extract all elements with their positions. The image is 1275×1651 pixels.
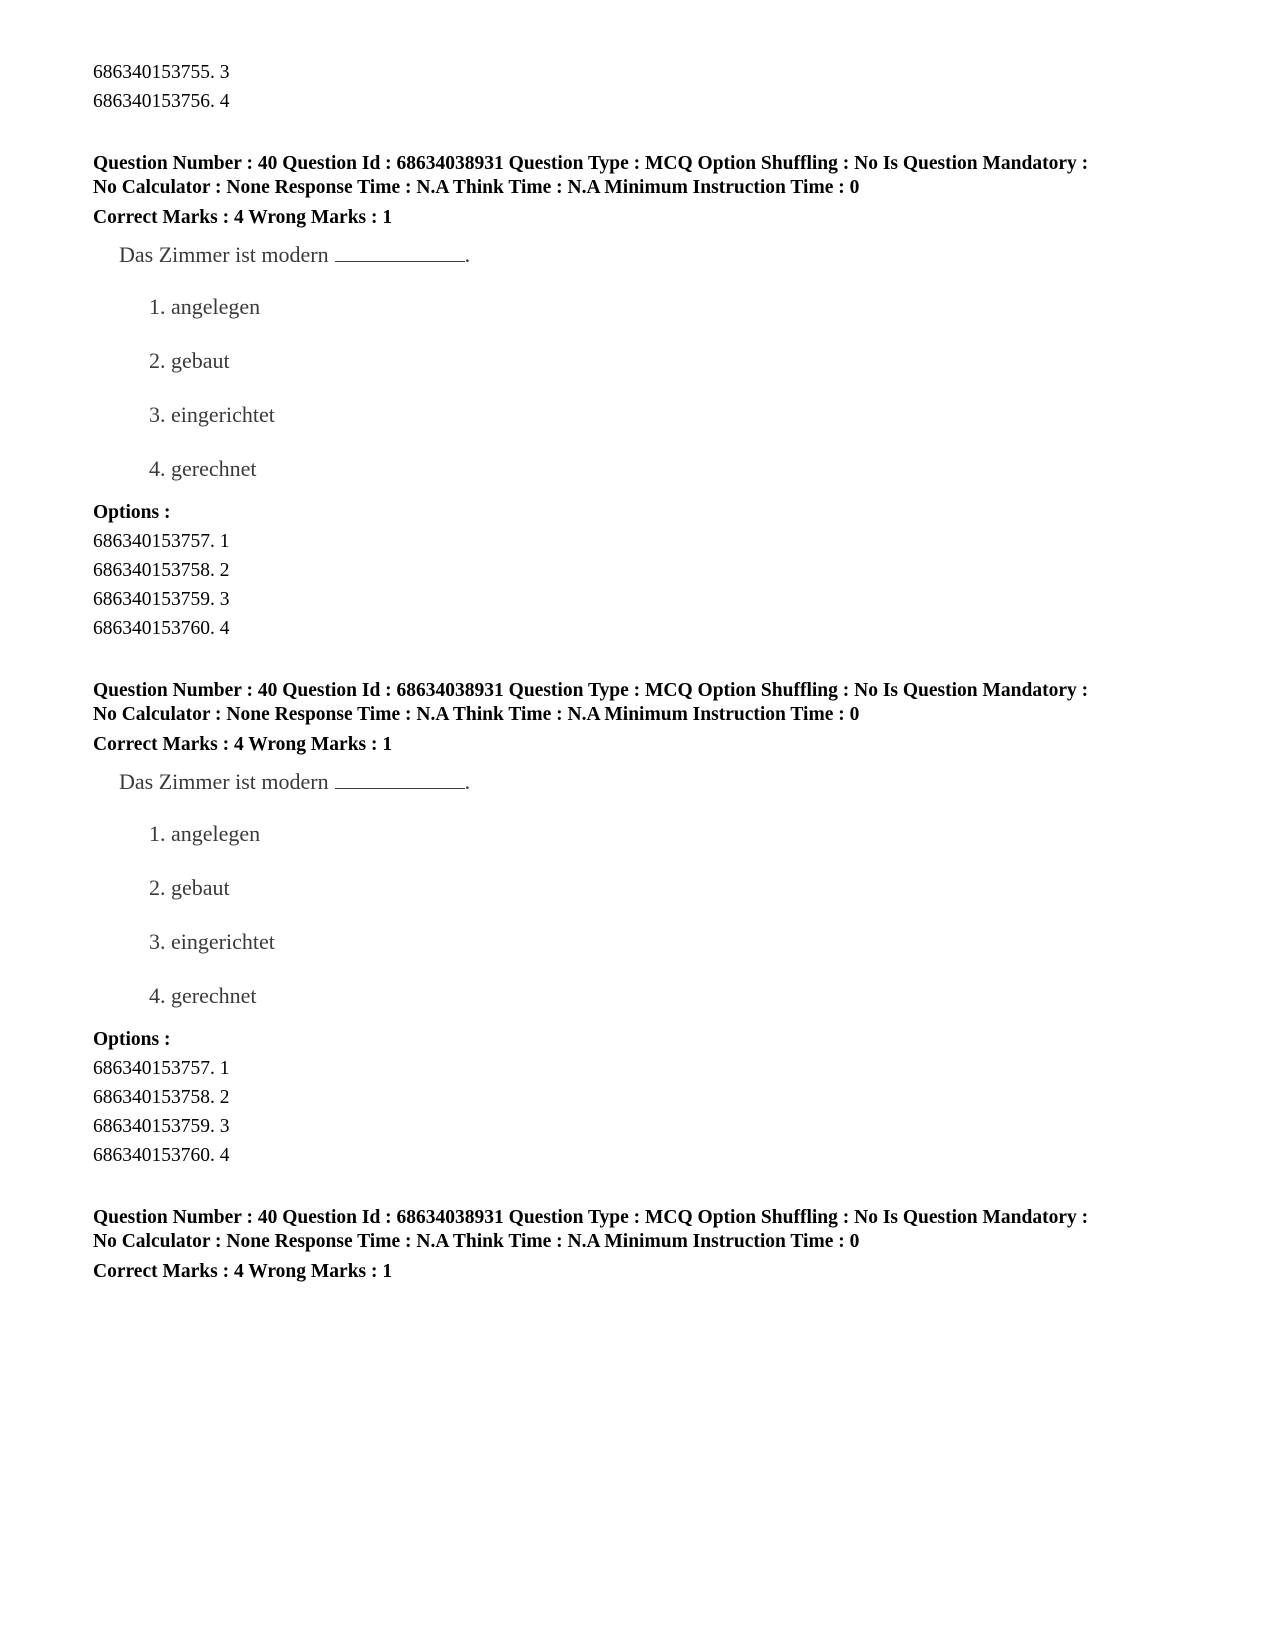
question-stem-text: Das Zimmer ist modern (119, 769, 329, 794)
question-meta-line: No Calculator : None Response Time : N.A Think Time : N.A Minimum Instruction Time : 0 (93, 177, 860, 198)
question-stem (119, 767, 1193, 797)
options-label: Options : (93, 1029, 171, 1050)
question-image (119, 767, 1193, 1011)
document-page (93, 58, 1193, 1286)
answer-choice: 3. eingerichtet (149, 402, 275, 427)
question-meta-line: No Calculator : None Response Time : N.A Think Time : N.A Minimum Instruction Time : 0 (93, 1231, 860, 1252)
answer-blank (335, 241, 465, 262)
answer-choice: 4. gerechnet (149, 983, 257, 1008)
question-marks: Correct Marks : 4 Wrong Marks : 1 (93, 1261, 393, 1282)
option-line: 686340153760. 4 (93, 618, 230, 639)
question-stem-end: . (464, 242, 471, 267)
question-block (93, 679, 1193, 1170)
option-line: 686340153759. 3 (93, 1116, 230, 1137)
question-marks: Correct Marks : 4 Wrong Marks : 1 (93, 734, 393, 755)
answer-choices (149, 819, 1193, 1011)
option-line: 686340153758. 2 (93, 560, 230, 581)
option-line: 686340153759. 3 (93, 589, 230, 610)
option-line: 686340153757. 1 (93, 531, 230, 552)
answer-choices (149, 292, 1193, 484)
option-line: 686340153758. 2 (93, 1087, 230, 1108)
answer-choice: 1. angelegen (149, 294, 261, 319)
answer-choice: 2. gebaut (149, 348, 230, 373)
previous-options (93, 58, 1193, 116)
question-meta-line: Question Number : 40 Question Id : 68634038931 Question Type : MCQ Option Shuffling : No Is Question Mandatory : (93, 680, 1089, 701)
question-stem-text: Das Zimmer ist modern (119, 242, 329, 267)
question-block (93, 1206, 1193, 1286)
answer-choice: 4. gerechnet (149, 456, 257, 481)
question-meta-line: No Calculator : None Response Time : N.A Think Time : N.A Minimum Instruction Time : 0 (93, 704, 860, 725)
option-line: 686340153760. 4 (93, 1145, 230, 1166)
question-meta-line: Question Number : 40 Question Id : 68634038931 Question Type : MCQ Option Shuffling : No Is Question Mandatory : (93, 1207, 1089, 1228)
answer-choice: 3. eingerichtet (149, 929, 275, 954)
answer-blank (335, 768, 465, 789)
answer-choice: 2. gebaut (149, 875, 230, 900)
question-stem-end: . (464, 769, 471, 794)
option-line: 686340153756. 4 (93, 91, 230, 112)
option-line: 686340153757. 1 (93, 1058, 230, 1079)
question-image (119, 240, 1193, 484)
question-meta-line: Question Number : 40 Question Id : 68634038931 Question Type : MCQ Option Shuffling : No Is Question Mandatory : (93, 153, 1089, 174)
answer-choice: 1. angelegen (149, 821, 261, 846)
question-marks: Correct Marks : 4 Wrong Marks : 1 (93, 207, 393, 228)
option-line: 686340153755. 3 (93, 62, 230, 83)
options-label: Options : (93, 502, 171, 523)
question-stem (119, 240, 1193, 270)
question-block (93, 152, 1193, 643)
